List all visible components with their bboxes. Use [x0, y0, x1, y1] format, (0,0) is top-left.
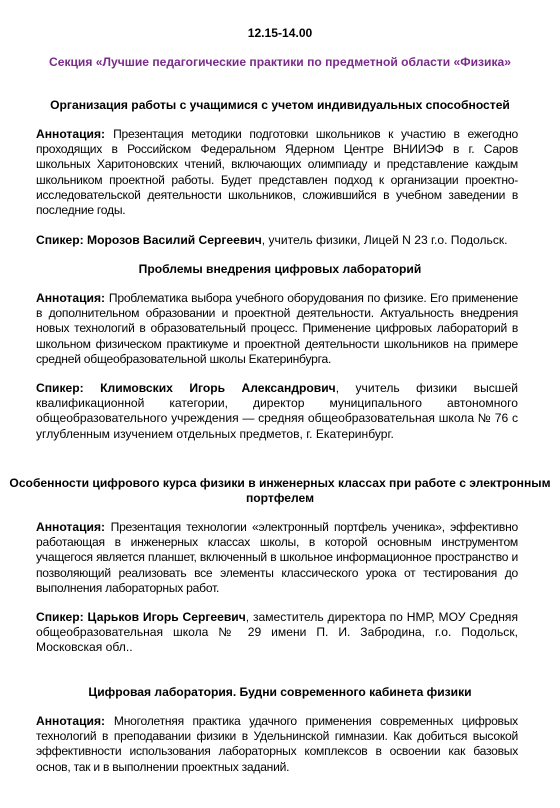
annotation-text: Проблематика выбора учебного оборудования по физике. Его применение в дополнительном образовании и проектной деятельности. Актуальность внедрения новых технологий в образовательный процесс. Применение цифровых лабораторий в школьном физическом практикуме и проектной деятельности школьников на примере средней общеобразовательной школы Екатеринбурга. [36, 291, 518, 366]
speaker-2 [36, 381, 518, 442]
speaker-1 [36, 233, 518, 248]
annotation-label: Аннотация: [36, 520, 106, 534]
speaker-name: Морозов Василий Сергеевич [87, 233, 262, 247]
annotation-4 [36, 714, 518, 775]
speaker-label: Спикер: [36, 610, 84, 624]
speaker-name: Царьков Игорь Сергеевич [87, 610, 246, 624]
speaker-label: Спикер: [36, 381, 84, 395]
annotation-text: Презентация методики подготовки школьников к участию в ежегодно проходящих в Российском Федеральном Ядерном Центре ВНИИЭФ в г. Саров школьных Харитоновских чтений, включающих олимпиаду и представление каждым школьником проектной работы. Будет представлен подход к организации проектно-исследовательской деятельности школьников, сложившийся в учебном заведении в последние годы. [36, 127, 518, 218]
annotation-2 [36, 291, 518, 367]
speaker-3 [36, 610, 518, 656]
annotation-label: Аннотация: [36, 291, 106, 305]
talk-title-1: Организация работы с учащимися с учетом индивидуальных способностей [50, 98, 510, 112]
speaker-name: Климовских Игорь Александрович [100, 381, 336, 395]
talk-title-3: Особенности цифрового курса физики в инженерных классах при работе с электронным портфелем [9, 476, 551, 506]
annotation-3 [36, 520, 518, 596]
annotation-label: Аннотация: [36, 714, 106, 728]
talk-title-2: Проблемы внедрения цифровых лабораторий [138, 262, 422, 276]
talk-title-4: Цифровая лаборатория. Будни современного кабинета физики [88, 685, 472, 699]
speaker-label: Спикер: [36, 233, 84, 247]
time-slot: 12.15-14.00 [247, 26, 313, 40]
speaker-info: , учитель физики, Лицей N 23 г.о. Подольск. [261, 233, 508, 247]
annotation-label: Аннотация: [36, 127, 106, 141]
annotation-text: Многолетняя практика удачного применения современных цифровых технологий в преподавании физики в Удельнинской гимназии. Как добиться высокой эффективности использования лабораторных комплексов в освоении как базовых основ, так и в выполнении проектных заданий. [36, 714, 518, 774]
annotation-1 [36, 127, 518, 218]
speaker-info: , заместитель директора по НМР, МОУ Средняя общеобразовательная школа № 29 имени П. И. Забродина, г.о. Подольск, Московская обл.. [36, 610, 518, 655]
section-title: Секция «Лучшие педагогические практики по предметной области «Физика» [48, 55, 511, 69]
speaker-info: , учитель физики высшей квалификационной категории, директор муниципального автономного общеобразовательного учреждения — средняя общеобразовательная школа № 76 с углубленным изучением отдельных предметов, г. Екатеринбург. [36, 381, 518, 441]
annotation-text: Презентация технологии «электронный портфель ученика», эффективно работающая в инженерных классах школы, в которой основным инструментом учащегося является планшет, включенный в школьное информационное пространство и позволяющий реализовать все элементы классического урока от тестирования до выполнения лабораторных работ. [36, 520, 518, 595]
